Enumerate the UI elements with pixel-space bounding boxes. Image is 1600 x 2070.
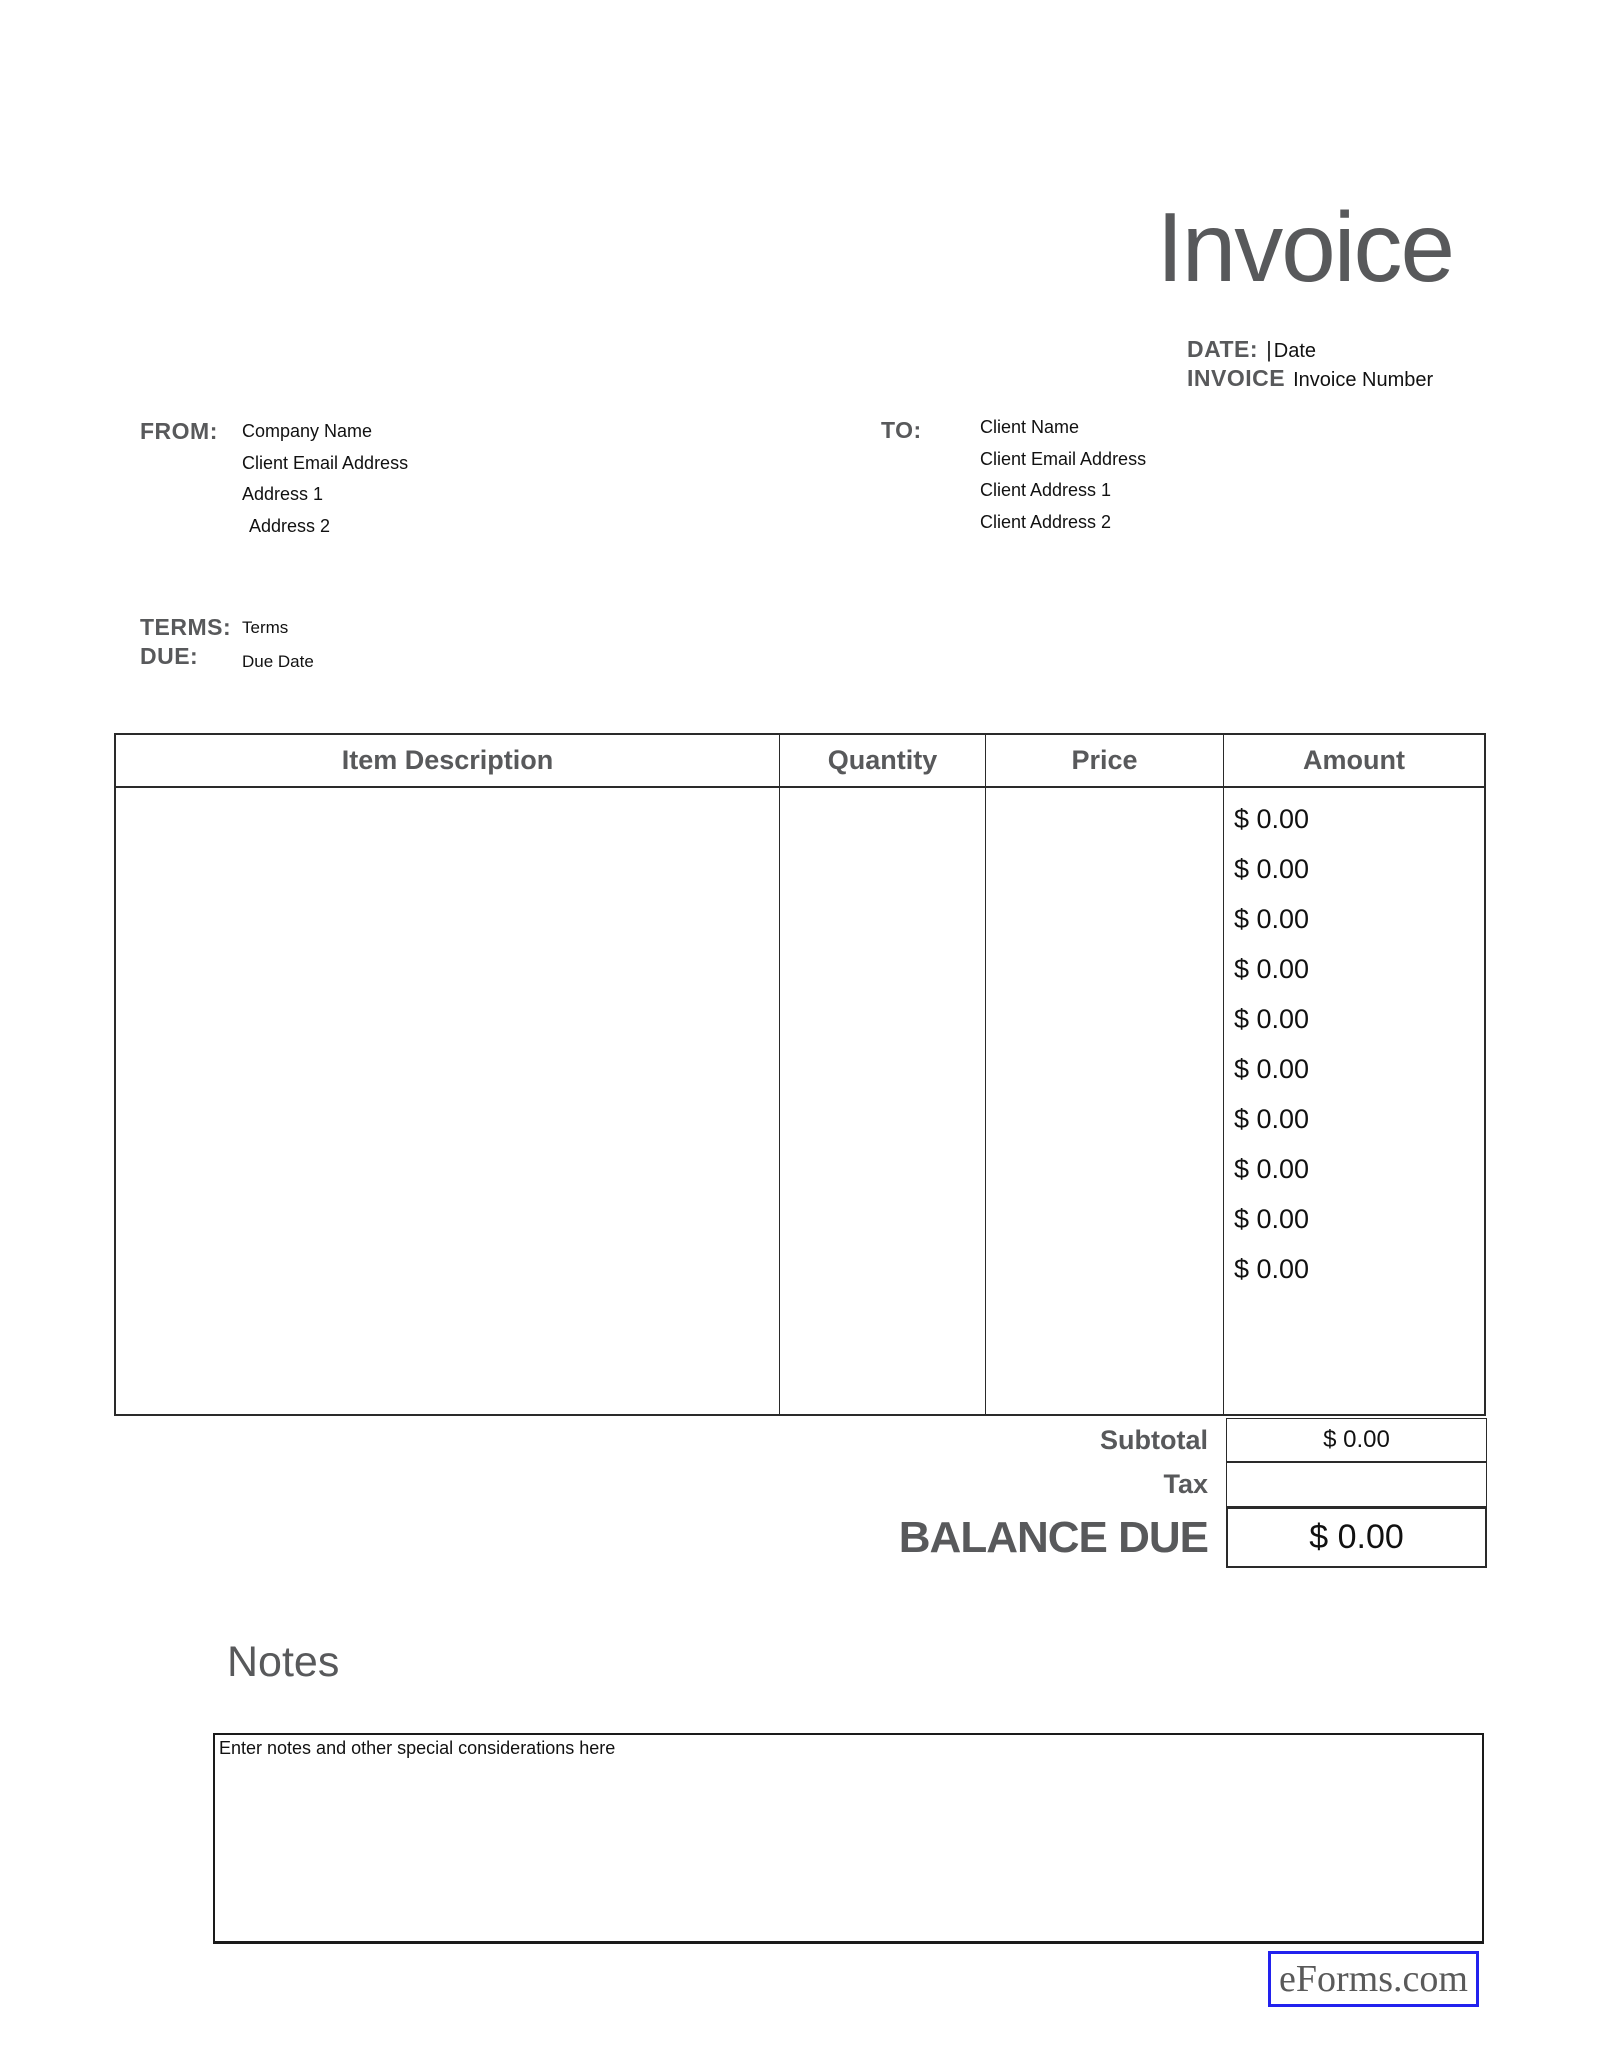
- text-cursor: |: [1266, 337, 1272, 362]
- from-label: FROM:: [140, 418, 218, 444]
- col-header-price: Price: [986, 735, 1224, 786]
- to-address2-field[interactable]: Client Address 2: [980, 511, 1112, 532]
- due-date-field[interactable]: Due Date: [242, 652, 314, 671]
- terms-label: TERMS:: [140, 614, 232, 640]
- amount-value: $ 0.00: [1234, 904, 1310, 934]
- from-address-block: [242, 421, 408, 547]
- item-description-cell[interactable]: [116, 788, 780, 1414]
- from-address1-field[interactable]: Address 1: [242, 484, 324, 504]
- amount-value: $ 0.00: [1234, 1204, 1310, 1234]
- notes-placeholder: Enter notes and other special considerations here: [219, 1738, 616, 1758]
- amount-value: $ 0.00: [1234, 854, 1310, 884]
- eforms-link[interactable]: [1268, 1951, 1479, 2007]
- balance-due-label: BALANCE DUE: [898, 1512, 1208, 1562]
- invoice-number-row: [1187, 365, 1433, 394]
- subtotal-label: Subtotal: [1100, 1424, 1208, 1455]
- table-header-row: [116, 735, 1484, 788]
- from-email-field[interactable]: Client Email Address: [242, 452, 409, 473]
- invoice-number-label: INVOICE: [1187, 365, 1286, 391]
- tax-value-box[interactable]: [1226, 1462, 1487, 1507]
- col-header-amount: Amount: [1303, 745, 1405, 775]
- page-title: Invoice: [1156, 192, 1453, 302]
- table-body-row: [116, 788, 1484, 1414]
- to-address1-field[interactable]: Client Address 1: [980, 480, 1112, 500]
- eforms-brand-text: eForms.com: [1279, 1958, 1468, 2000]
- balance-due-value-box: $ 0.00: [1226, 1507, 1487, 1568]
- from-address2-field[interactable]: Address 2: [249, 515, 331, 536]
- tax-label: Tax: [1163, 1469, 1208, 1499]
- due-label: DUE:: [140, 643, 199, 669]
- amount-value: $ 0.00: [1234, 1004, 1310, 1034]
- amount-value: $ 0.00: [1234, 1104, 1310, 1134]
- col-header-item-description: Item Description: [116, 735, 780, 786]
- price-cell[interactable]: [986, 788, 1224, 1414]
- col-header-quantity: Quantity: [780, 735, 986, 786]
- notes-field[interactable]: [213, 1733, 1484, 1944]
- line-items-table: [114, 733, 1486, 1416]
- invoice-number-field[interactable]: Invoice Number: [1293, 369, 1434, 391]
- to-address-block: [980, 417, 1146, 543]
- terms-field[interactable]: Terms: [242, 618, 289, 637]
- to-email-field[interactable]: Client Email Address: [980, 448, 1147, 469]
- date-row: [1187, 336, 1433, 365]
- to-client-name-field[interactable]: Client Name: [980, 417, 1080, 437]
- amount-cell: [1224, 788, 1484, 1414]
- amount-value: $ 0.00: [1234, 954, 1310, 984]
- amount-value: $ 0.00: [1234, 1254, 1310, 1284]
- date-label: DATE:: [1187, 336, 1259, 362]
- subtotal-value-box: $ 0.00: [1226, 1418, 1487, 1462]
- amount-value: $ 0.00: [1234, 804, 1310, 834]
- date-field[interactable]: [1266, 337, 1316, 363]
- to-label: TO:: [881, 417, 922, 443]
- invoice-meta: [1187, 336, 1433, 394]
- amount-value: $ 0.00: [1234, 1154, 1310, 1184]
- notes-heading: Notes: [227, 1638, 340, 1686]
- from-company-name-field[interactable]: Company Name: [242, 421, 373, 441]
- amount-value: $ 0.00: [1234, 1054, 1310, 1084]
- date-field-value: Date: [1273, 340, 1317, 362]
- quantity-cell[interactable]: [780, 788, 986, 1414]
